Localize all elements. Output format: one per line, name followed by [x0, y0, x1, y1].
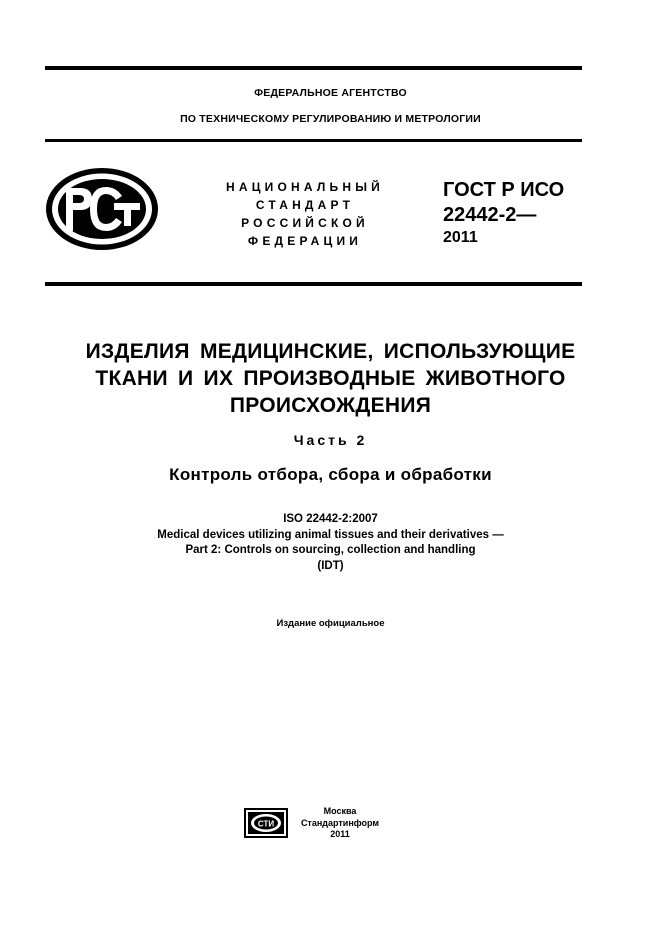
part-label: Часть 2 [293, 432, 368, 448]
standard-type-line-1: НАЦИОНАЛЬНЫЙ [225, 180, 385, 194]
standard-type-line-2: СТАНДАРТ [255, 198, 355, 212]
document-subtitle: Контроль отбора, сбора и обработки [169, 465, 492, 484]
standard-designation [443, 178, 564, 248]
designation-line-1: ГОСТ Р ИСО [443, 179, 565, 201]
standard-type [205, 178, 405, 250]
publisher-year: 2011 [330, 829, 350, 839]
publisher-info [292, 806, 388, 841]
iso-line-2: Medical devices utilizing animal tissues and their derivatives — [157, 528, 504, 541]
standartinform-logo-icon [244, 808, 288, 838]
header-rule [45, 282, 582, 286]
title-line-3: ПРОИСХОЖДЕНИЯ [229, 394, 432, 417]
publisher-city: Москва [323, 806, 357, 816]
title-line-2: ТКАНИ И ИХ ПРОИЗВОДНЫЕ ЖИВОТНОГО [95, 367, 566, 390]
agency-line-1: ФЕДЕРАЛЬНОЕ АГЕНТСТВО [254, 87, 407, 99]
edition-label: Издание официальное [276, 618, 385, 629]
iso-reference [0, 512, 661, 574]
standard-type-line-4: ФЕДЕРАЦИИ [247, 234, 363, 248]
publisher-name: Стандартинформ [300, 817, 380, 828]
designation-year: 2011 [443, 229, 478, 246]
top-rule [45, 66, 582, 70]
agency-rule [45, 139, 582, 142]
iso-line-4: (IDT) [317, 559, 344, 572]
iso-line-1: ISO 22442-2:2007 [283, 513, 378, 525]
rst-certification-mark-icon [44, 166, 160, 252]
agency-line-2: ПО ТЕХНИЧЕСКОМУ РЕГУЛИРОВАНИЮ И МЕТРОЛОГИИ [180, 113, 481, 125]
svg-text:СТИ: СТИ [257, 819, 275, 829]
designation-line-2: 22442-2— [443, 204, 537, 226]
iso-line-3: Part 2: Controls on sourcing, collection and handling [185, 544, 476, 556]
title-line-1: ИЗДЕЛИЯ МЕДИЦИНСКИЕ, ИСПОЛЬЗУЮЩИЕ [85, 340, 576, 363]
standard-type-line-3: РОССИЙСКОЙ [241, 216, 369, 230]
document-title [0, 338, 661, 419]
